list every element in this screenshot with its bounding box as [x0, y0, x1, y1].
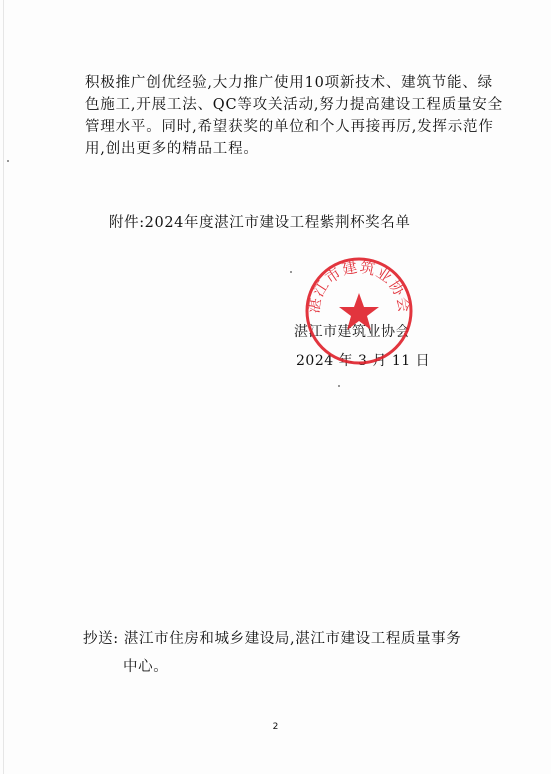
cc-recipients-line2: 中心。 — [123, 659, 169, 675]
seal-text: 湛江市建筑业协会 — [304, 257, 414, 315]
body-line: 管理水平。同时,希望获奖的单位和个人再接再厉,发挥示范作 — [85, 119, 494, 135]
body-line: 用,创出更多的精品工程。 — [85, 141, 259, 157]
page-edge — [3, 0, 4, 774]
cc-label: 抄送: — [83, 631, 119, 647]
page-number: 2 — [272, 722, 279, 732]
attachment-note: 附件:2024年度湛江市建设工程紫荆杯奖名单 — [109, 215, 411, 231]
body-line: 色施工,开展工法、QC等攻关活动,努力提高建设工程质量安全 — [85, 97, 503, 113]
cc-recipients-line1: 湛江市住房和城乡建设局,湛江市建设工程质量事务 — [123, 631, 462, 647]
official-seal — [303, 255, 415, 367]
scan-speck — [7, 160, 9, 162]
signing-organization: 湛江市建筑业协会 — [294, 324, 410, 340]
body-paragraph — [85, 72, 503, 160]
scan-speck — [338, 385, 340, 387]
seal-star-icon — [339, 293, 379, 330]
scan-speck — [290, 271, 292, 273]
cc-section — [83, 625, 461, 681]
signing-date: 2024 年 3 月 11 日 — [296, 353, 431, 369]
body-line: 积极推广创优经验,大力推广使用10项新技术、建筑节能、绿 — [85, 75, 493, 91]
